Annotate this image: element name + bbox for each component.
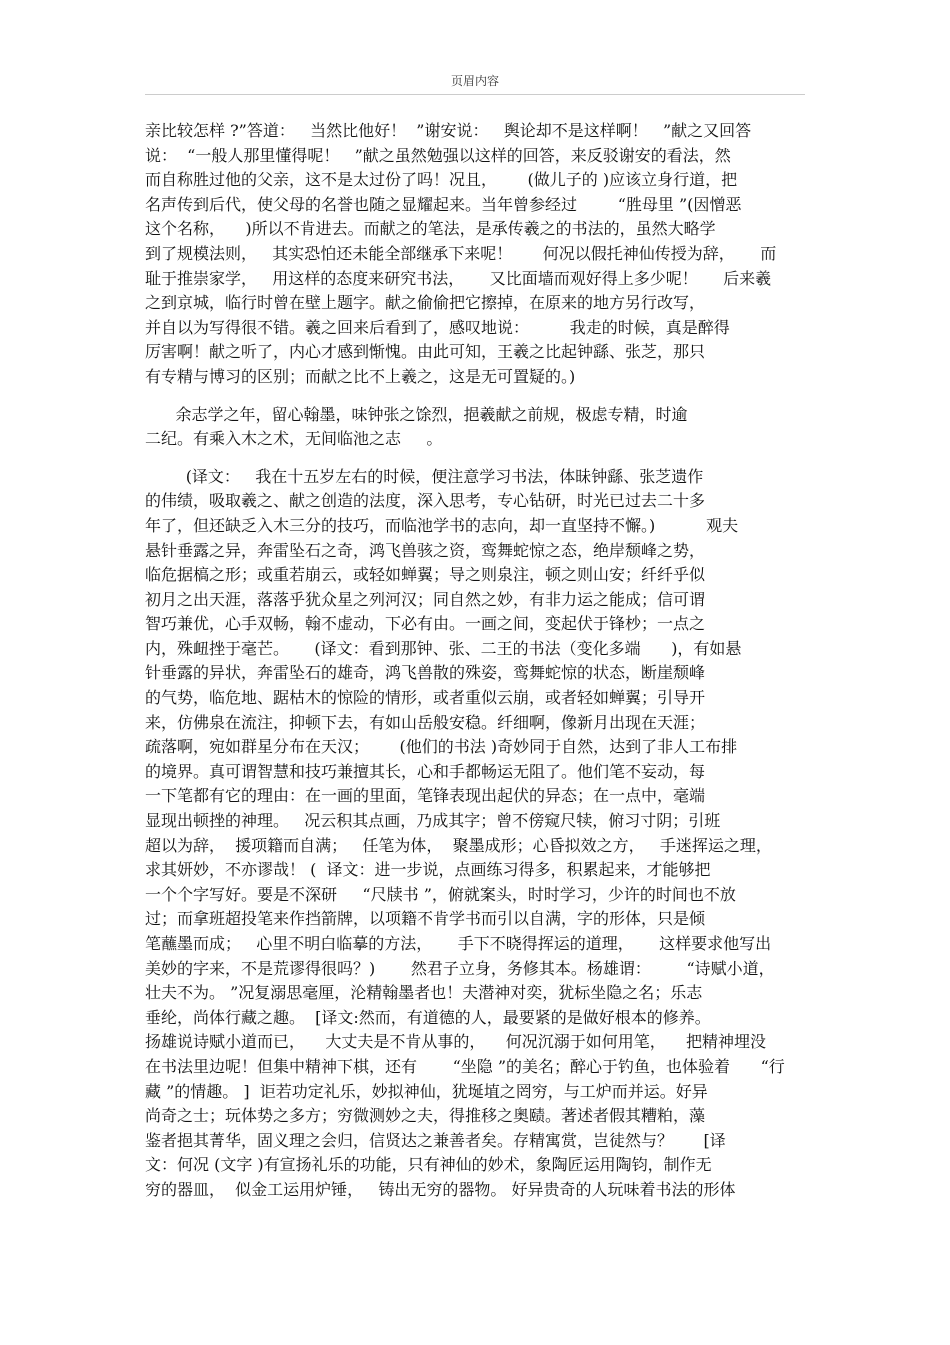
- text-line: 一下笔都有它的理由：在一画的里面，笔锋表现出起伏的异态；在一点中，毫端: [145, 786, 706, 806]
- text-line: 的境界。真可谓智慧和技巧兼擅其长，心和手都畅运无阻了。他们笔不妄动，每: [145, 761, 706, 781]
- text-line: 的气势，临危地、踞枯木的惊险的情形，或者重似云崩，或者轻如蝉翼；引导开: [145, 688, 706, 708]
- text-line: 来，仿佛泉在流注，抑顿下去，有如山岳般安稳。纤细啊，像新月出现在天涯；: [145, 712, 706, 732]
- text-line: 耻于推崇家学， 用这样的态度来研究书法， 又比面墙而观好得上多少呢！ 后来羲: [145, 268, 772, 288]
- document-body: [145, 119, 810, 1203]
- text-line: 的伟绩，吸取羲之、献之创造的法度，深入思考，专心钻研，时光已过去二十多: [145, 491, 706, 511]
- text-line: 穷的器皿， 似金工运用炉锤， 铸出无穷的器物。 好异贵奇的人玩味着书法的形体: [145, 1179, 736, 1199]
- text-line: 厉害啊！献之听了，内心才感到惭愧。由此可知，王羲之比起钟繇、张芝，那只: [145, 342, 706, 362]
- text-line: 壮夫不为。 ”况复溺思毫厘，沦精翰墨者也！夫潜神对奕，犹标坐隐之名；乐志: [145, 983, 703, 1003]
- text-line: 一个个字写好。要是不深研 “尺牍书 ”，俯就案头，时时学习，少许的时间也不放: [145, 884, 736, 904]
- text-line: 针垂露的异状，奔雷坠石的雄奇，鸿飞兽散的殊姿，鸾舞蛇惊的状态，断崖颓峰: [145, 663, 706, 683]
- text-line: 超以为辞， 援项籍而自满； 任笔为体， 聚墨成形；心昏拟效之方， 手迷挥运之理，: [145, 835, 772, 855]
- text-line: 之到京城，临行时曾在壁上题字。献之偷偷把它擦掉，在原来的地方另行改写，: [145, 293, 706, 313]
- page-header: 页眉内容: [450, 74, 499, 88]
- paragraph-gap: [145, 452, 810, 465]
- text-line: 藏 ”的情趣。 ] 讵若功定礼乐，妙拟神仙，犹埏埴之罔穷，与工炉而并运。好异: [145, 1081, 708, 1101]
- text-line: 智巧兼优，心手双畅，翰不虚动，下必有由。一画之间，变起伏于锋杪；一点之: [145, 614, 706, 634]
- text-line: 悬针垂露之异，奔雷坠石之奇，鸿飞兽骇之资，鸾舞蛇惊之态，绝岸颓峰之势，: [145, 540, 706, 560]
- text-line: 有专精与博习的区别；而献之比不上羲之，这是无可置疑的。): [145, 366, 576, 386]
- text-line: 文：何况 (文字 )有宣扬礼乐的功能，只有神仙的妙术，象陶匠运用陶钧，制作无: [145, 1155, 712, 1175]
- text-line: 内，殊衄挫于毫芒。 (译文：看到那钟、张、二王的书法（变化多端 )，有如悬: [145, 638, 742, 658]
- text-line: 求其妍妙，不亦谬哉！ ( 译文：进一步说，点画练习得多，积累起来，才能够把: [145, 860, 711, 880]
- text-line: 而自称胜过他的父亲，这不是太过份了吗！况且， (做儿子的 )应该立身行道，把: [145, 170, 738, 190]
- text-line: 显现出顿挫的神理。 况云积其点画，乃成其字；曾不傍窥尺犊，俯习寸阴；引班: [145, 811, 721, 831]
- text-line: 垂纶，尚体行藏之趣。 [译文:然而，有道德的人，最要紧的是做好根本的修养。: [145, 1007, 711, 1027]
- text-line: 到了规模法则， 其实恐怕还未能全部继承下来呢！ 何况以假托神仙传授为辞， 而: [145, 243, 777, 263]
- text-line: 尚奇之士；玩体势之多方；穷微测妙之夫，得推移之奥赜。著述者假其糟粕，藻: [145, 1106, 706, 1126]
- text-line: 过；而拿班超投笔来作挡箭牌，以项籍不肯学书而引以自满，字的形体，只是倾: [145, 909, 706, 929]
- paragraph: [145, 465, 810, 1203]
- text-line: 这个名称， )所以不肯进去。而献之的笔法，是承传羲之的书法的，虽然大略学: [145, 219, 716, 239]
- header-rule: [145, 94, 805, 95]
- text-line: 余志学之年，留心翰墨，味钟张之馀烈，挹羲献之前规，极虑专精，时逾: [145, 404, 688, 424]
- text-line: 在书法里边呢！但集中精神下棋，还有 “坐隐 ”的美名；醉心于钓鱼，也体验着 “行: [145, 1056, 785, 1076]
- text-line: 亲比较怎样 ?”答道： 当然比他好！ ”谢安说： 舆论却不是这样啊！ ”献之又回答: [145, 121, 752, 140]
- paragraph: [145, 119, 810, 390]
- text-line: 美妙的字来，不是荒谬得很吗？) 然君子立身，务修其本。杨雄谓： “诗赋小道，: [145, 958, 775, 978]
- text-line: 临危据槁之形；或重若崩云，或轻如蝉翼；导之则泉注，顿之则山安；纤纤乎似: [145, 565, 706, 585]
- text-line: 笔蘸墨而成； 心里不明白临摹的方法， 手下不晓得挥运的道理， 这样要求他写出: [145, 934, 772, 953]
- paragraph: [145, 403, 810, 452]
- text-line: 扬雄说诗赋小道而已， 大丈夫是不肯从事的， 何况沉溺于如何用笔， 把精神埋没: [145, 1032, 767, 1052]
- text-line: 年了，但还缺乏入木三分的技巧，而临池学书的志向，却一直坚持不懈。) 观夫: [145, 515, 739, 535]
- text-line: 说： “一般人那里懂得呢！ ”献之虽然勉强以这样的回答，来反驳谢安的看法，然: [145, 145, 731, 165]
- text-line: 初月之出天涯，落落乎犹众星之列河汉；同自然之妙，有非力运之能成；信可谓: [145, 589, 706, 609]
- text-line: 疏落啊，宛如群星分布在天汉； (他们的书法 )奇妙同于自然，达到了非人工布排: [145, 737, 738, 757]
- paragraph-gap: [145, 390, 810, 403]
- text-line: 鉴者挹其菁华，固义理之会归，信贤达之兼善者矣。存精寓赏，岂徒然与？ [译: [145, 1130, 726, 1150]
- text-line: 并自以为写得很不错。羲之回来后看到了，感叹地说： 我走的时候，真是醉得: [145, 317, 730, 337]
- text-line: 二纪。有乘入木之术，无间临池之志 。: [145, 429, 443, 449]
- text-line: 名声传到后代，使父母的名誉也随之显耀起来。当年曾参经过 “胜母里 ”(因憎恶: [145, 194, 742, 214]
- text-line: (译文： 我在十五岁左右的时候，便注意学习书法，体昧钟繇、张芝遗作: [145, 466, 704, 486]
